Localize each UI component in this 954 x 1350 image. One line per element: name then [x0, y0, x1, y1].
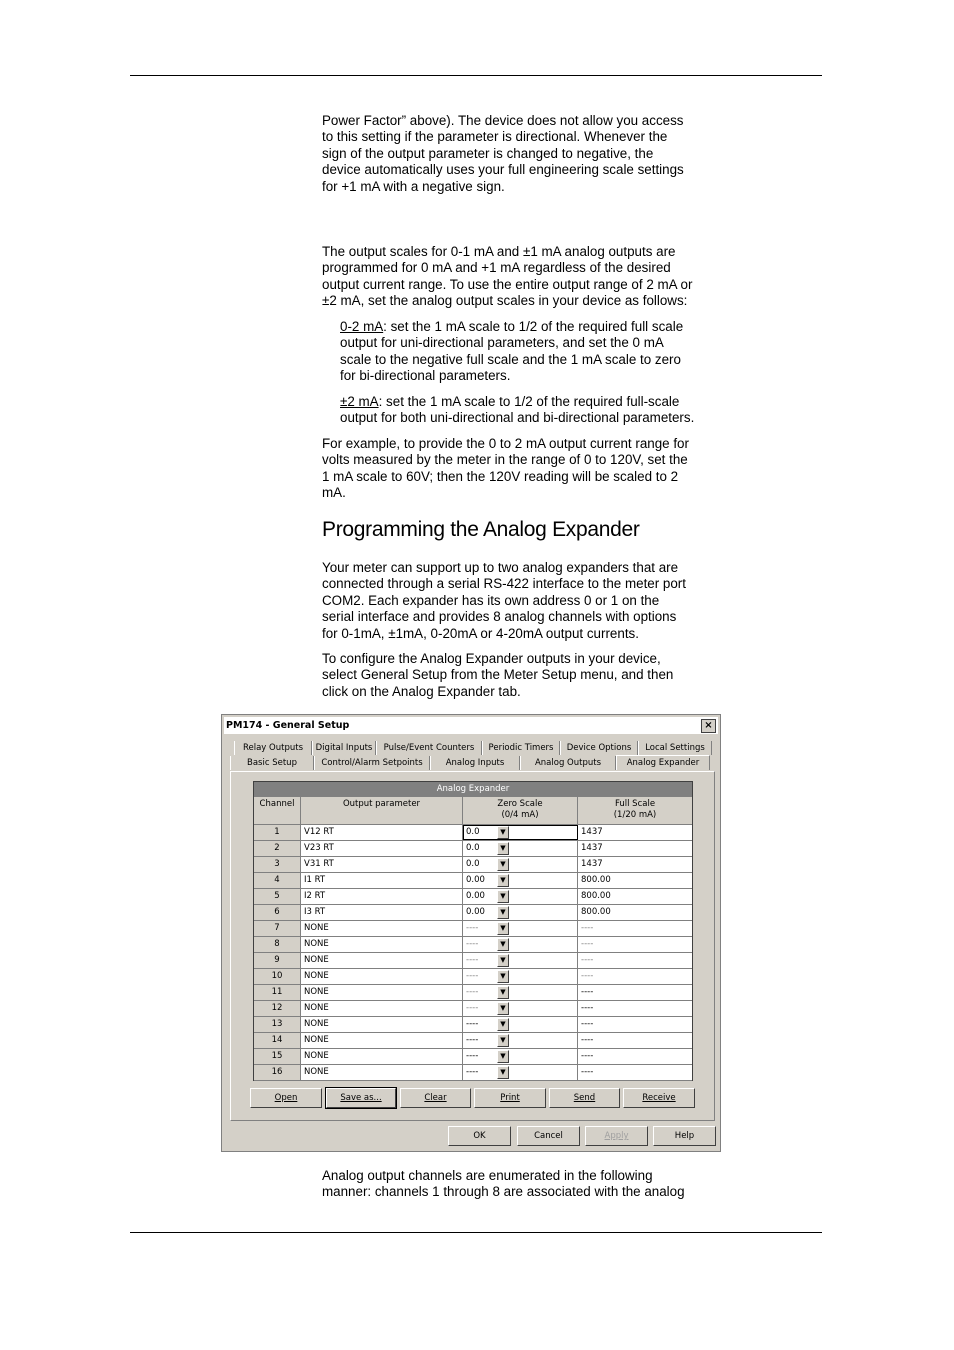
header-output-parameter — [301, 797, 463, 825]
top-rule — [130, 75, 822, 76]
tab-analog-outputs[interactable]: Analog Outputs — [520, 756, 616, 770]
analog-expander-grid — [253, 781, 693, 1081]
output-parameter-select[interactable] — [301, 953, 506, 968]
tab-digital-inputs[interactable]: Digital Inputs — [312, 741, 376, 755]
table-row — [254, 1017, 692, 1033]
chevron-down-icon[interactable]: ▼ — [497, 826, 509, 839]
table-row — [254, 873, 692, 889]
zero-scale-field[interactable]: ---- — [463, 953, 578, 968]
channel-cell: 13 — [254, 1017, 301, 1032]
text-line — [340, 394, 732, 410]
table-row — [254, 921, 692, 937]
table-row — [254, 905, 692, 921]
full-scale-field[interactable]: ---- — [581, 1051, 594, 1061]
send-button[interactable]: Send — [549, 1088, 620, 1108]
table-row — [254, 825, 692, 841]
text-line: output for uni-directional parameters, and set the 0 mA — [340, 335, 664, 351]
paragraph-directional — [322, 113, 732, 195]
chevron-down-icon[interactable]: ▼ — [497, 938, 509, 951]
output-parameter-select[interactable] — [301, 921, 506, 936]
zero-scale-field[interactable]: ---- — [463, 937, 578, 952]
chevron-down-icon[interactable]: ▼ — [497, 954, 509, 967]
full-scale-field[interactable]: ---- — [581, 923, 594, 933]
ok-button[interactable]: OK — [448, 1126, 511, 1146]
text-line: mA. — [322, 485, 346, 501]
clear-button[interactable]: Clear — [400, 1088, 471, 1108]
close-icon[interactable]: × — [701, 719, 716, 733]
tab-analog-inputs[interactable]: Analog Inputs — [430, 756, 520, 770]
tab-control-alarm-setpoints[interactable]: Control/Alarm Setpoints — [314, 756, 430, 770]
receive-button[interactable]: Receive — [623, 1088, 695, 1108]
paragraph-enumeration — [322, 1168, 732, 1201]
text-line: COM2. Each expander has its own address 0 or 1 on the — [322, 592, 660, 608]
open-button[interactable]: Open — [250, 1088, 322, 1108]
tab-analog-expander[interactable]: Analog Expander — [616, 755, 710, 770]
output-parameter-value: NONE — [304, 1051, 329, 1061]
chevron-down-icon[interactable]: ▼ — [497, 906, 509, 919]
table-row — [254, 1033, 692, 1049]
channel-cell: 3 — [254, 857, 301, 872]
chevron-down-icon[interactable]: ▼ — [497, 1018, 509, 1031]
header-full-unit: (1/20 mA) — [613, 810, 657, 820]
chevron-down-icon[interactable]: ▼ — [497, 1034, 509, 1047]
apply-button[interactable]: Apply — [585, 1126, 648, 1146]
text-line: To configure the Analog Expander outputs in your device, — [322, 651, 661, 666]
text-line: output current range. To use the entire output range of 2 mA or — [322, 276, 693, 292]
text-line: click on the Analog Expander tab. — [322, 683, 521, 699]
text-line: The output scales for 0-1 mA and ±1 mA analog outputs are — [322, 244, 676, 259]
text-run: : set the 1 mA scale to 1/2 of the required full-scale — [378, 394, 680, 409]
chevron-down-icon[interactable]: ▼ — [497, 1002, 509, 1015]
section-heading: Programming the Analog Expander — [322, 518, 640, 541]
output-parameter-value: I1 RT — [304, 875, 326, 885]
full-scale-field[interactable]: ---- — [581, 971, 594, 981]
text-line: manner: channels 1 through 8 are associated with the analog — [322, 1184, 685, 1200]
text-line: for 0-1mA, ±1mA, 0-20mA or 4-20mA output currents. — [322, 625, 639, 641]
channel-cell: 6 — [254, 905, 301, 920]
header-channel — [254, 797, 301, 825]
text-run: : set the 1 mA scale to 1/2 of the required full scale — [383, 319, 684, 334]
channel-cell: 11 — [254, 985, 301, 1000]
zero-scale-field[interactable]: ---- — [463, 1017, 578, 1032]
output-parameter-value: NONE — [304, 939, 329, 949]
text-line: sign of the output parameter is changed to negative, the — [322, 145, 654, 161]
full-scale-field[interactable]: ---- — [581, 1035, 594, 1045]
output-parameter-select[interactable] — [301, 969, 506, 984]
output-parameter-value: V12 RT — [304, 827, 334, 837]
output-parameter-value: NONE — [304, 987, 329, 997]
table-row — [254, 969, 692, 985]
full-scale-field[interactable]: 1437 — [581, 859, 603, 869]
output-parameter-value: NONE — [304, 1067, 329, 1077]
channel-cell: 5 — [254, 889, 301, 904]
bottom-rule — [130, 1232, 822, 1233]
output-parameter-value: NONE — [304, 955, 329, 965]
output-parameter-select[interactable] — [301, 937, 506, 952]
output-parameter-select[interactable] — [301, 1049, 506, 1064]
text-line: for +1 mA with a negative sign. — [322, 178, 505, 194]
text-line: ±2 mA, set the analog output scales in your device as follows: — [322, 293, 688, 309]
zero-scale-field[interactable]: 0.0 — [463, 841, 578, 856]
zero-scale-field[interactable]: 0.00 — [463, 889, 578, 904]
text-line: scale to the negative full scale and the 1 mA scale to zero — [340, 351, 681, 367]
text-line: programmed for 0 mA and +1 mA regardless of the desired — [322, 260, 671, 276]
full-scale-field[interactable]: 1437 — [581, 843, 603, 853]
table-row — [254, 985, 692, 1001]
header-param-label: Output parameter — [342, 799, 421, 809]
channel-cell: 7 — [254, 921, 301, 936]
chevron-down-icon[interactable]: ▼ — [497, 986, 509, 999]
text-line — [340, 319, 732, 335]
zero-scale-field[interactable]: 0.0 — [463, 857, 578, 872]
paragraph-expander-support — [322, 560, 732, 642]
tab-pulse-event-counters[interactable]: Pulse/Event Counters — [376, 741, 482, 755]
channel-cell: 2 — [254, 841, 301, 856]
full-scale-field[interactable]: ---- — [581, 939, 594, 949]
paragraph-configure — [322, 651, 732, 700]
output-parameter-select[interactable] — [301, 985, 506, 1000]
table-row — [254, 889, 692, 905]
output-parameter-value: NONE — [304, 1019, 329, 1029]
term-0-2ma: 0-2 mA — [340, 319, 384, 334]
tab-periodic-timers[interactable]: Periodic Timers — [482, 741, 560, 755]
output-parameter-value: V31 RT — [304, 859, 334, 869]
output-parameter-value: I2 RT — [304, 891, 326, 901]
chevron-down-icon[interactable]: ▼ — [497, 858, 509, 871]
table-row — [254, 857, 692, 873]
text-line: connected through a serial RS-422 interface to the meter port — [322, 576, 686, 592]
full-scale-field[interactable]: 800.00 — [581, 907, 611, 917]
full-scale-field[interactable]: 800.00 — [581, 891, 611, 901]
general-setup-dialog — [221, 714, 721, 1152]
paragraph-output-scales — [322, 244, 732, 310]
header-zero-unit: (0/4 mA) — [501, 810, 539, 820]
channel-cell: 4 — [254, 873, 301, 888]
text-line: output for both uni-directional and bi-directional parameters. — [340, 410, 695, 426]
channel-cell: 14 — [254, 1033, 301, 1048]
header-full-label: Full Scale — [614, 799, 656, 809]
channel-cell: 12 — [254, 1001, 301, 1016]
output-parameter-select[interactable] — [301, 1001, 506, 1016]
zero-scale-field[interactable]: ---- — [463, 1033, 578, 1048]
output-parameter-value: NONE — [304, 923, 329, 933]
output-parameter-value: I3 RT — [304, 907, 326, 917]
grid-title: Analog Expander — [254, 782, 692, 797]
text-line: for bi-directional parameters. — [340, 368, 511, 384]
zero-scale-field[interactable]: ---- — [463, 985, 578, 1000]
table-row — [254, 841, 692, 857]
channel-cell: 8 — [254, 937, 301, 952]
dialog-title: PM174 - General Setup — [226, 720, 350, 731]
output-parameter-value: NONE — [304, 1003, 329, 1013]
full-scale-field[interactable]: ---- — [581, 987, 594, 997]
tab-relay-outputs[interactable]: Relay Outputs — [234, 741, 312, 755]
full-scale-field[interactable]: 1437 — [581, 827, 603, 837]
chevron-down-icon[interactable]: ▼ — [497, 890, 509, 903]
full-scale-field[interactable]: ---- — [581, 1019, 594, 1029]
help-button[interactable]: Help — [653, 1126, 716, 1146]
paragraph-example — [322, 436, 732, 502]
zero-scale-field[interactable]: 0.00 — [463, 873, 578, 888]
channel-cell: 1 — [254, 825, 301, 840]
cancel-button[interactable]: Cancel — [517, 1126, 580, 1146]
table-row — [254, 1065, 692, 1081]
output-parameter-select[interactable] — [301, 1065, 506, 1080]
save-as-button[interactable]: Save as... — [326, 1088, 396, 1108]
text-line: serial interface and provides 8 analog channels with options — [322, 609, 677, 625]
output-parameter-value: NONE — [304, 1035, 329, 1045]
zero-scale-field[interactable]: ---- — [463, 921, 578, 936]
output-parameter-value: V23 RT — [304, 843, 334, 853]
full-scale-field[interactable]: ---- — [581, 1067, 594, 1077]
term-pm2ma: ±2 mA — [340, 394, 379, 409]
header-full-scale — [578, 797, 692, 825]
full-scale-field[interactable]: ---- — [581, 955, 594, 965]
header-zero-label: Zero Scale — [497, 799, 543, 809]
zero-scale-field[interactable]: ---- — [463, 1001, 578, 1016]
tab-local-settings[interactable]: Local Settings — [638, 741, 712, 755]
text-line: device automatically uses your full engineering scale settings — [322, 162, 684, 178]
bullet-pm2ma — [340, 394, 732, 427]
zero-scale-field[interactable]: 0.00 — [463, 905, 578, 920]
chevron-down-icon[interactable]: ▼ — [497, 1066, 509, 1079]
header-zero-scale — [463, 797, 578, 825]
text-line: select General Setup from the Meter Setup menu, and then — [322, 667, 674, 683]
chevron-down-icon[interactable]: ▼ — [497, 1050, 509, 1063]
full-scale-field[interactable]: 800.00 — [581, 875, 611, 885]
channel-cell: 16 — [254, 1065, 301, 1080]
text-line: Your meter can support up to two analog expanders that are — [322, 560, 679, 575]
output-parameter-value: NONE — [304, 971, 329, 981]
tab-device-options[interactable]: Device Options — [560, 741, 638, 755]
print-button[interactable]: Print — [474, 1088, 546, 1108]
tab-basic-setup[interactable]: Basic Setup — [230, 756, 314, 770]
output-parameter-select[interactable] — [301, 1033, 506, 1048]
full-scale-field[interactable]: ---- — [581, 1003, 594, 1013]
text-line: volts measured by the meter in the range of 0 to 120V, set the — [322, 452, 688, 468]
text-line: Power Factor” above). The device does not allow you access — [322, 113, 684, 128]
table-row — [254, 953, 692, 969]
text-line: to this setting if the parameter is directional. Whenever the — [322, 129, 668, 145]
chevron-down-icon[interactable]: ▼ — [497, 842, 509, 855]
header-channel-label: Channel — [259, 799, 295, 809]
channel-cell: 9 — [254, 953, 301, 968]
zero-scale-field[interactable]: 0.0 — [463, 825, 578, 840]
zero-scale-field[interactable]: ---- — [463, 969, 578, 984]
text-line: 1 mA scale to 60V; then the 120V reading will be scaled to 2 — [322, 468, 679, 484]
table-row — [254, 937, 692, 953]
channel-cell: 15 — [254, 1049, 301, 1064]
chevron-down-icon[interactable]: ▼ — [497, 970, 509, 983]
channel-cell: 10 — [254, 969, 301, 984]
text-line: Analog output channels are enumerated in the following — [322, 1168, 653, 1183]
bullet-0-2ma — [340, 319, 732, 385]
zero-scale-field[interactable]: ---- — [463, 1049, 578, 1064]
table-row — [254, 1001, 692, 1017]
output-parameter-select[interactable] — [301, 1017, 506, 1032]
text-line: For example, to provide the 0 to 2 mA output current range for — [322, 436, 689, 451]
chevron-down-icon[interactable]: ▼ — [497, 874, 509, 887]
table-row — [254, 1049, 692, 1065]
dialog-titlebar — [224, 717, 718, 734]
chevron-down-icon[interactable]: ▼ — [497, 922, 509, 935]
zero-scale-field[interactable]: ---- — [463, 1065, 578, 1080]
